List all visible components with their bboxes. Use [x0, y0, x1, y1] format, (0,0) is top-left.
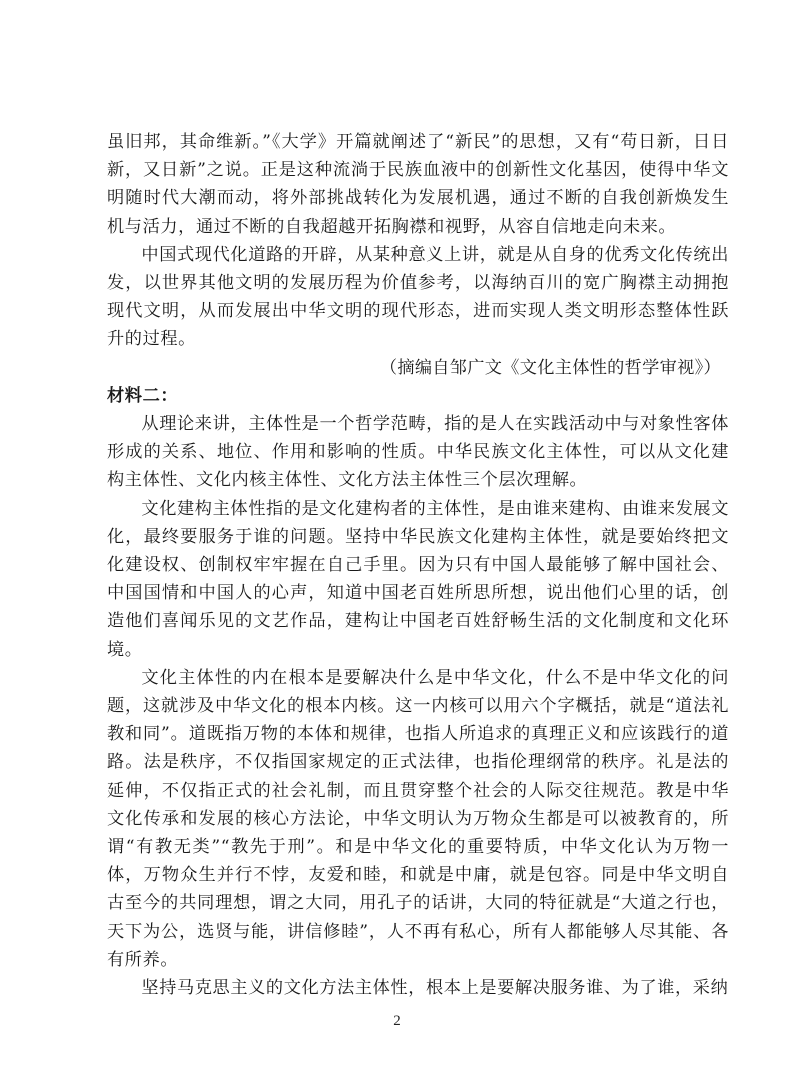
body-paragraph: 虽旧邦，其命维新。”《大学》开篇就阐述了“新民”的思想，又有“苟日新，日日新，又日新”之说。正是这种流淌于民族血液中的创新性文化基因，使得中华文明随时代大潮而动，将外部挑战转化为发展机遇，通过不断的自我创新焕发生机与活力，通过不断的自我超越开拓胸襟和视野，从容自信地走向未来。	[107, 132, 729, 237]
section-heading: 材料二：	[107, 385, 179, 406]
body-paragraph: 文化建构主体性指的是文化建构者的主体性，是由谁来建构、由谁来发展文化，最终要服务于谁的问题。坚持中华民族文化建构主体性，就是要始终把文化建设权、创制权牢牢握在自己手里。因为只有中国人最能够了解中国社会、中国国情和中国人的心声，知道中国老百姓所思所想，说出他们心里的话，创造他们喜闻乐见的文艺作品，建构让中国老百姓舒畅生活的文化制度和文化环境。	[107, 498, 729, 660]
source-citation: （摘编自邹广文《文化主体性的哲学审视》）	[379, 357, 721, 378]
body-paragraph: 从理论来讲，主体性是一个哲学范畴，指的是人在实践活动中与对象性客体形成的关系、地位、作用和影响的性质。中华民族文化主体性，可以从文化建构主体性、文化内核主体性、文化方法主体性三个层次理解。	[107, 414, 729, 491]
document-body	[107, 128, 729, 1002]
body-paragraph: 坚持马克思主义的文化方法主体性，根本上是要解决服务谁、为了谁，采纳	[141, 978, 729, 999]
body-paragraph: 文化主体性的内在根本是要解决什么是中华文化，什么不是中华文化的问题，这就涉及中华文化的根本内核。这一内核可以用六个字概括，就是“道法礼教和同”。道既指万物的本体和规律，也指人所追求的真理正义和应该践行的道路。法是秩序，不仅指国家规定的正式法律，也指伦理纲常的秩序。礼是法的延伸，不仅指正式的社会礼制，而且贯穿整个社会的人际交往规范。教是中华文化传承和发展的核心方法论，中华文明认为万物众生都是可以被教育的，所谓“有教无类”“教先于刑”。和是中华文化的重要特质，中华文化认为万物一体，万物众生并行不悖，友爱和睦，和就是中庸，就是包容。同是中华文明自古至今的共同理想，谓之大同，用孔子的话讲，大同的特征就是“大道之行也，天下为公，选贤与能，讲信修睦”，人不再有私心，所有人都能够人尽其能、各有所养。	[107, 667, 729, 970]
page-number: 2	[393, 1013, 401, 1029]
body-paragraph: 中国式现代化道路的开辟，从某种意义上讲，就是从自身的优秀文化传统出发，以世界其他文明的发展历程为价值参考，以海纳百川的宽广胸襟主动拥抱现代文明，从而发展出中华文明的现代形态，进而实现人类文明形态整体性跃升的过程。	[107, 244, 729, 350]
